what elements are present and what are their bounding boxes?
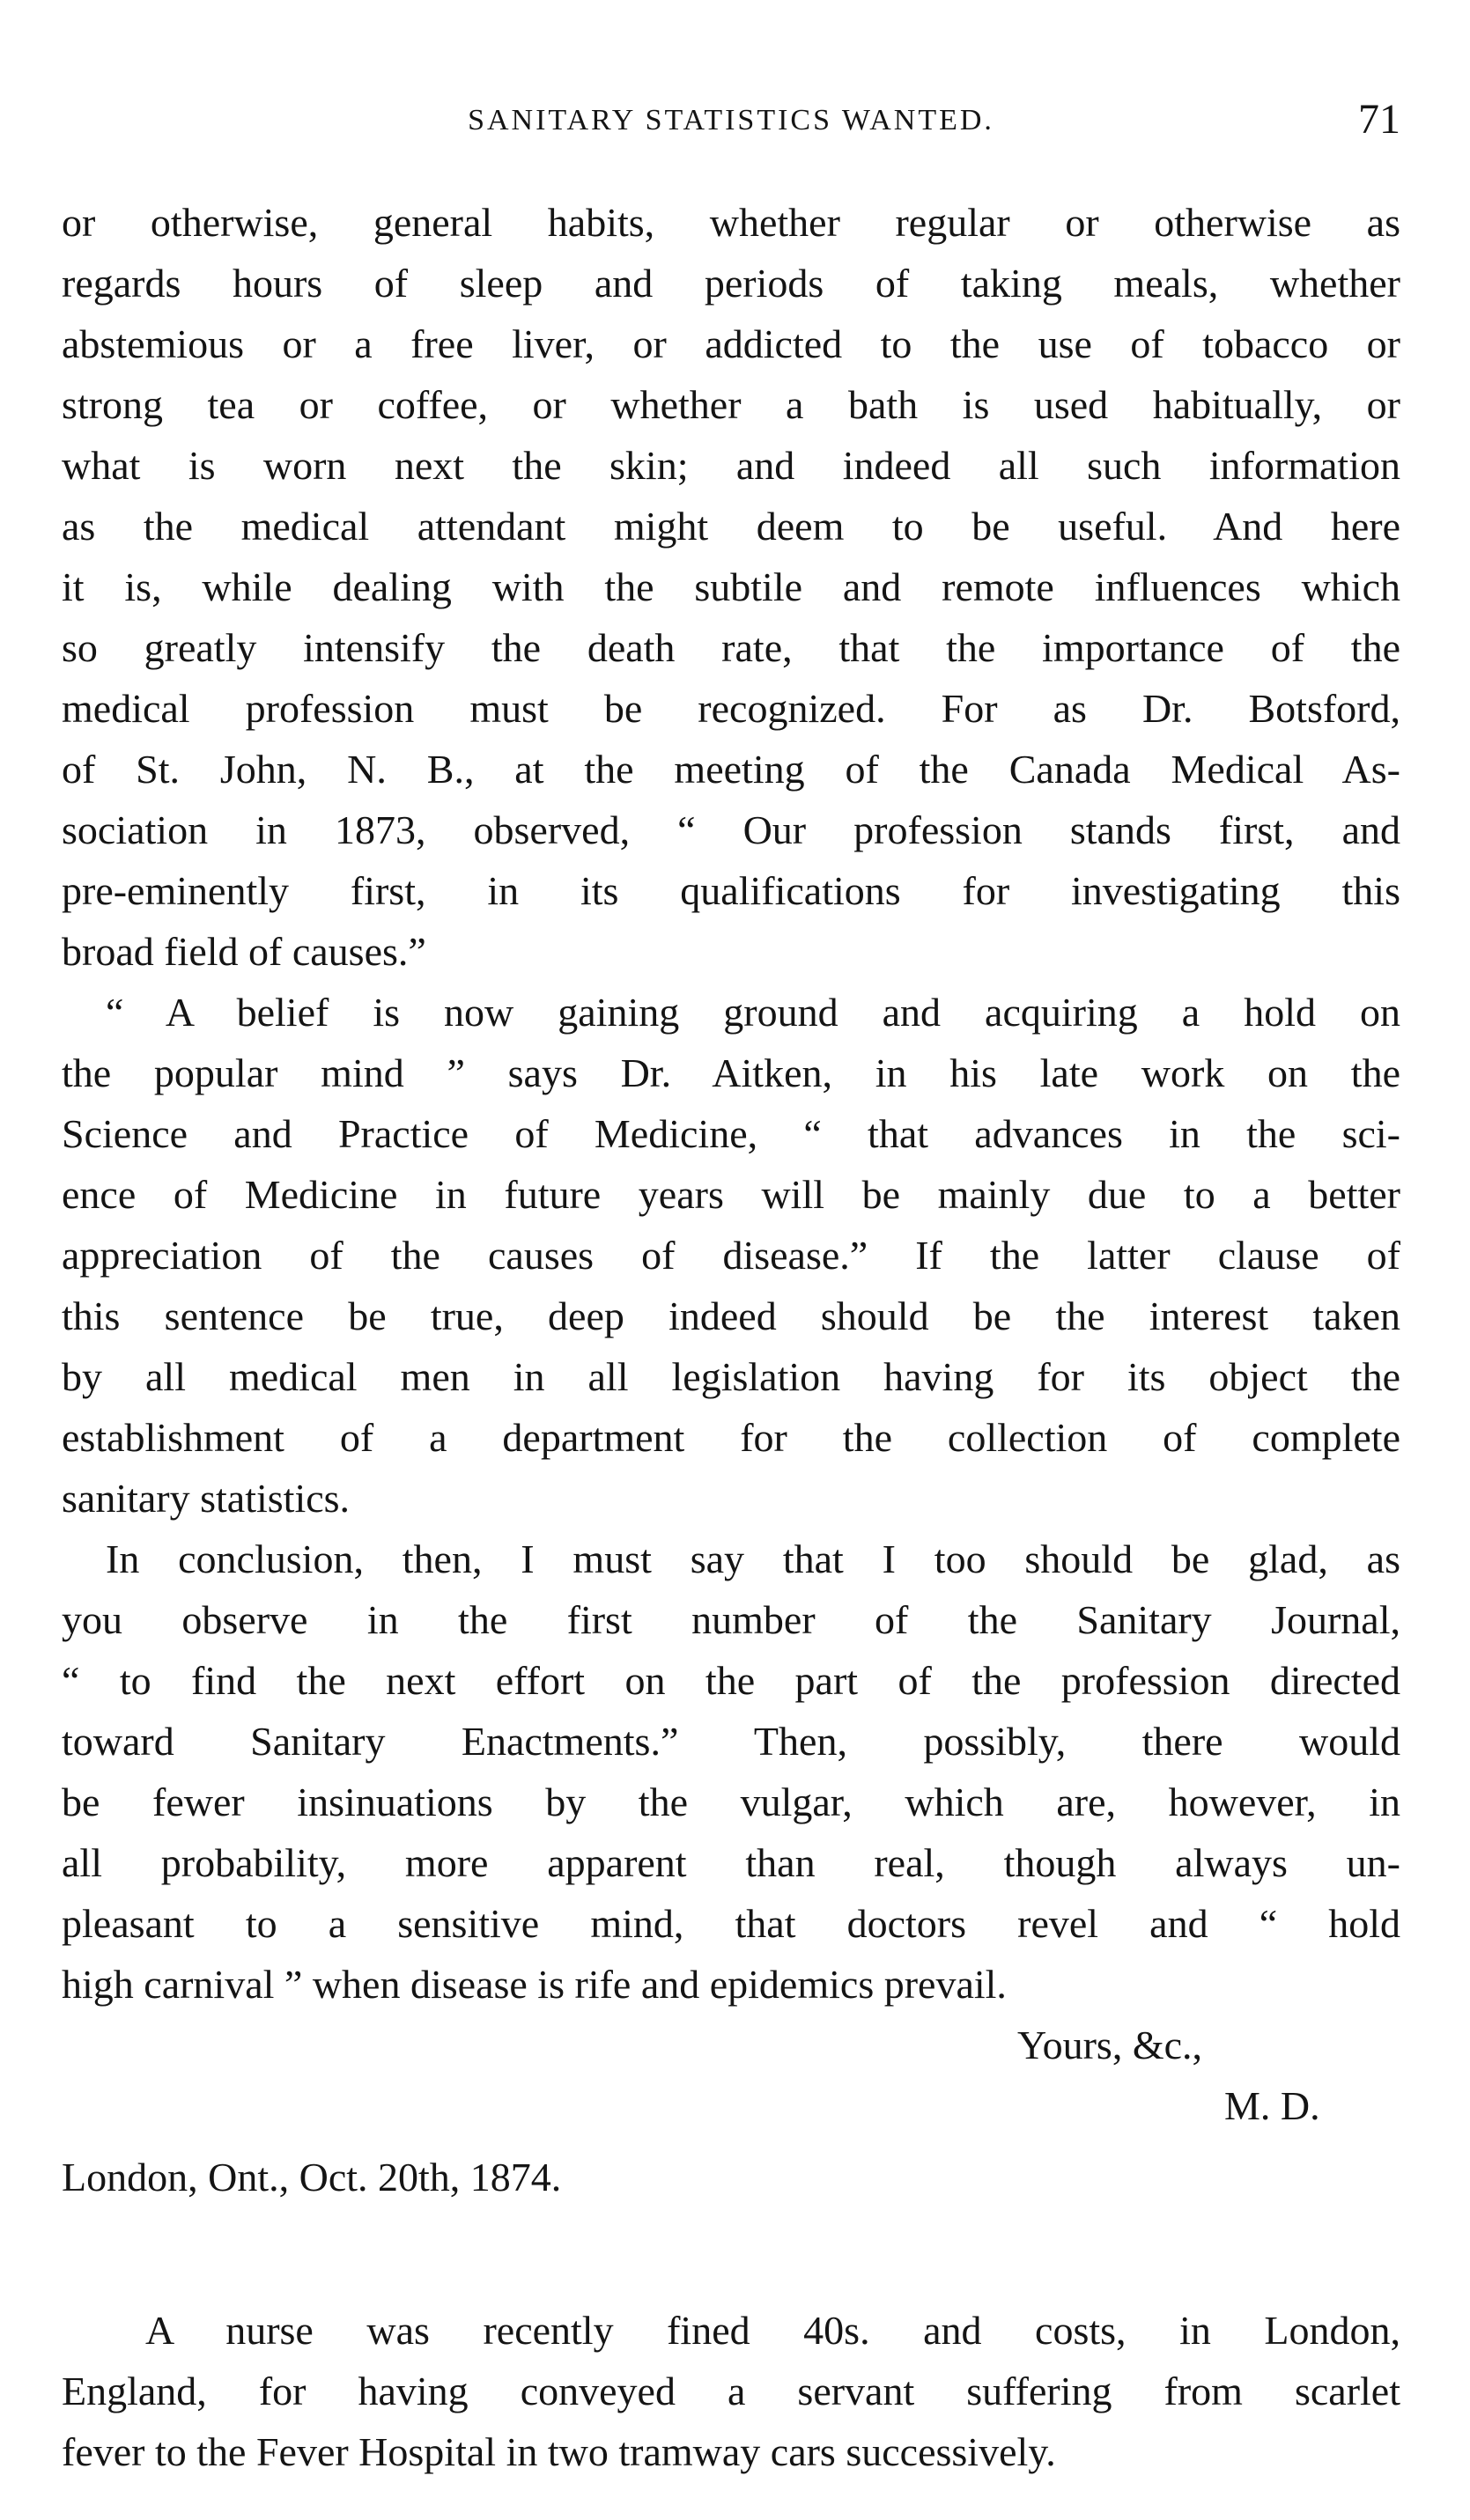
running-head <box>62 95 1400 148</box>
text-line: as the medical attendant might deem to be useful. And here <box>62 504 1400 549</box>
text-line: regards hours of sleep and periods of taking meals, whether <box>62 261 1400 306</box>
text-line: medical profession must be recognized. For as Dr. Botsford, <box>62 686 1400 731</box>
text-line: strong tea or coffee, or whether a bath is used habitually, or <box>62 382 1400 427</box>
signature: M. D. <box>1224 2083 1320 2128</box>
text-line: so greatly intensify the death rate, that the importance of the <box>62 625 1400 670</box>
text-line: high carnival ” when disease is rife and epidemics prevail. <box>62 1962 1007 2007</box>
closing: Yours, &c., <box>1017 2023 1203 2067</box>
text-line: sociation in 1873, observed, “ Our profession stands first, and <box>62 807 1400 852</box>
text-line: In conclusion, then, I must say that I too should be glad, as <box>106 1536 1400 1581</box>
text-line: ence of Medicine in future years will be mainly due to a better <box>62 1172 1400 1217</box>
running-title: SANITARY STATISTICS WANTED. <box>468 104 994 136</box>
text-line: broad field of causes.” <box>62 929 426 974</box>
text-line: “ to find the next effort on the part of the profession directed <box>62 1658 1400 1703</box>
text-line: of St. John, N. B., at the meeting of the Canada Medical As- <box>62 747 1400 792</box>
text-line: A nurse was recently fined 40s. and costs, in London, <box>145 2308 1400 2353</box>
text-line: you observe in the first number of the Sanitary Journal, <box>62 1597 1400 1642</box>
text-line: the popular mind ” says Dr. Aitken, in his late work on the <box>62 1050 1400 1095</box>
text-line: “ A belief is now gaining ground and acquiring a hold on <box>106 990 1400 1035</box>
text-line: Science and Practice of Medicine, “ that advances in the sci- <box>62 1111 1400 1156</box>
closing-line <box>62 2015 1400 2075</box>
text-line: fever to the Fever Hospital in two tramway cars successively. <box>62 2429 1056 2474</box>
text-line: be fewer insinuations by the vulgar, which are, however, in <box>62 1779 1400 1824</box>
text-line: abstemious or a free liver, or addicted to the use of tobacco or <box>62 321 1400 366</box>
signature-line <box>62 2075 1400 2136</box>
text-line: or otherwise, general habits, whether regular or otherwise as <box>62 200 1400 245</box>
page-number: 71 <box>1358 96 1400 143</box>
letter-body <box>62 192 1400 2136</box>
news-note <box>62 2300 1400 2482</box>
text-line: sanitary statistics. <box>62 1476 351 1521</box>
text-line: by all medical men in all legislation having for its object the <box>62 1354 1400 1399</box>
text-line: it is, while dealing with the subtile and remote influences which <box>62 564 1400 609</box>
text-line: what is worn next the skin; and indeed all such information <box>62 443 1400 488</box>
text-line: all probability, more apparent than real, though always un- <box>62 1840 1400 1885</box>
text-line: establishment of a department for the collection of complete <box>62 1415 1400 1460</box>
text-line: England, for having conveyed a servant suffering from scarlet <box>62 2369 1400 2413</box>
text-line: pre-eminently first, in its qualifications for investigating this <box>62 868 1400 913</box>
text-line: this sentence be true, deep indeed should be the interest taken <box>62 1293 1400 1338</box>
text-line: pleasant to a sensitive mind, that doctors revel and “ hold <box>62 1901 1400 1946</box>
dateline: London, Ont., Oct. 20th, 1874. <box>62 2155 562 2199</box>
text-line: toward Sanitary Enactments.” Then, possibly, there would <box>62 1719 1400 1764</box>
text-line: appreciation of the causes of disease.” If the latter clause of <box>62 1233 1400 1278</box>
